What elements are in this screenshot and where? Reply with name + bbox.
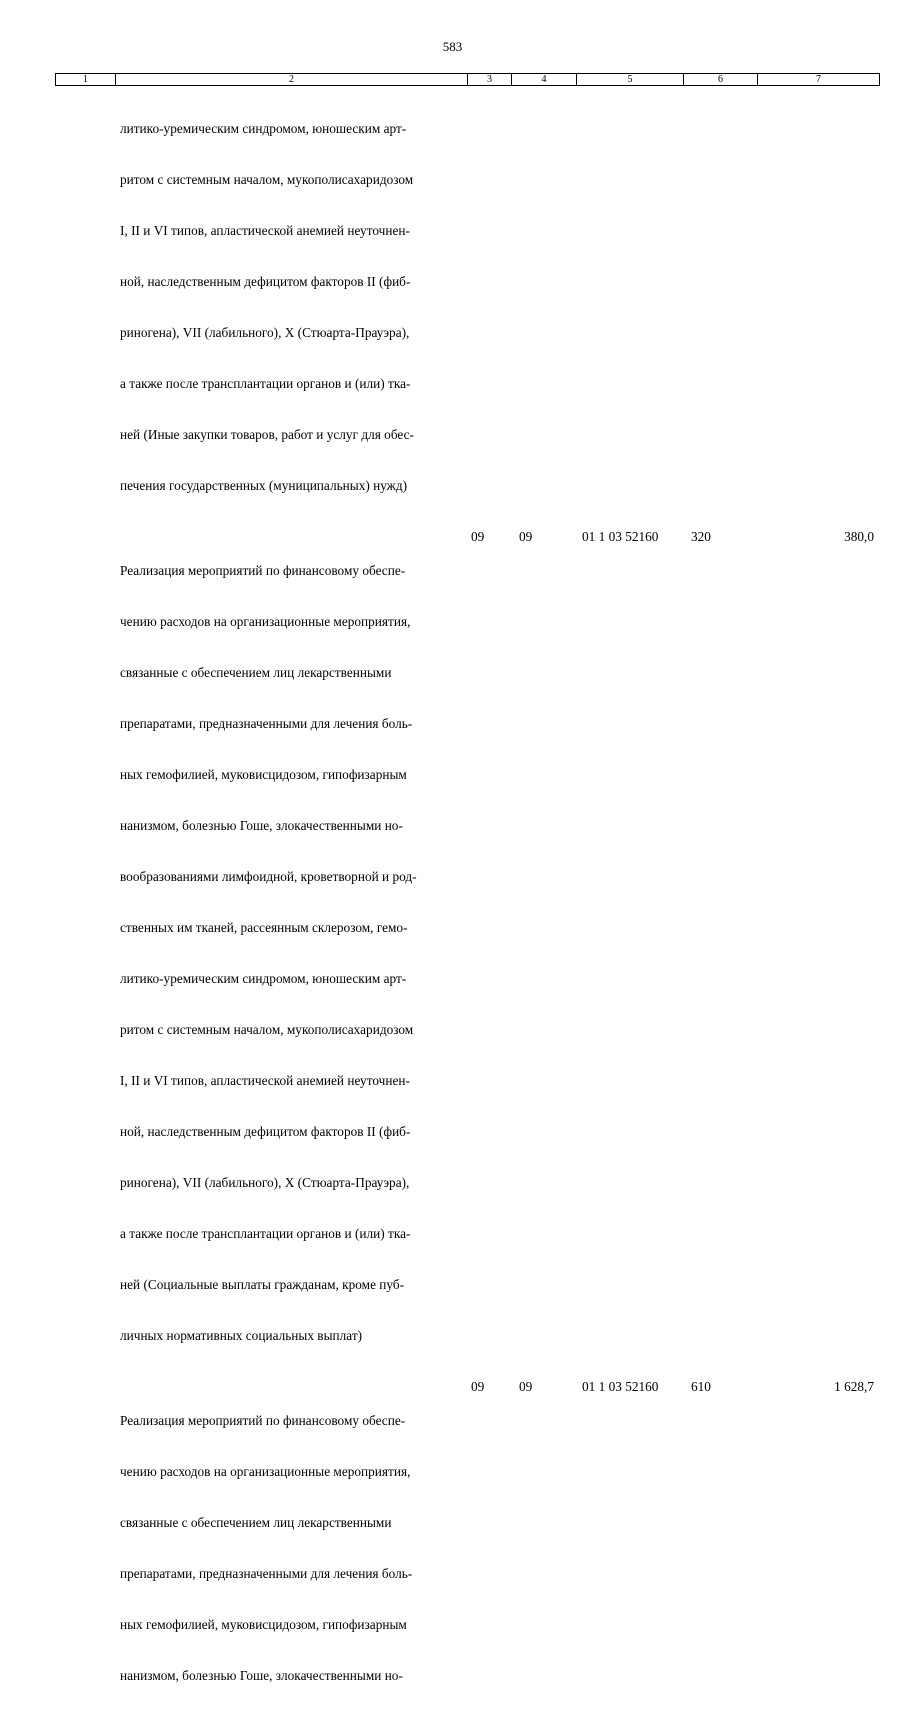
header-col-7: 7 bbox=[758, 74, 880, 86]
description-line: а также после трансплантации органов и (или) тка- bbox=[120, 1226, 411, 1241]
description-line: чению расходов на организационные мероприятия, bbox=[120, 614, 411, 629]
header-col-1: 1 bbox=[56, 74, 116, 86]
section-code: 09 bbox=[471, 1379, 485, 1394]
description-line: ритом с системным началом, мукополисахаридозом bbox=[120, 1022, 414, 1037]
description-line: ственных им тканей, рассеянным склерозом, гемо- bbox=[120, 920, 408, 935]
header-col-4: 4 bbox=[512, 74, 577, 86]
description-line: чению расходов на организационные мероприятия, bbox=[120, 1464, 411, 1479]
description-line: вообразованиями лимфоидной, кроветворной и род- bbox=[120, 869, 417, 884]
table-body bbox=[0, 86, 905, 1718]
description-line: нанизмом, болезнью Гоше, злокачественными но- bbox=[120, 1668, 403, 1683]
description-line: литико-уремическим синдромом, юношеским арт- bbox=[120, 971, 407, 986]
description-line: препаратами, предназначенными для лечения боль- bbox=[120, 716, 413, 731]
target-article-code: 01 1 03 52160 bbox=[582, 529, 659, 544]
description-line: литико-уремическим синдромом, юношеским арт- bbox=[120, 121, 407, 136]
expense-type-code: 610 bbox=[691, 1379, 711, 1394]
row-description bbox=[120, 528, 460, 1378]
page-number: 583 bbox=[442, 39, 463, 54]
description-line: ных гемофилией, муковисцидозом, гипофизарным bbox=[120, 767, 407, 782]
row-description bbox=[120, 1378, 460, 1718]
description-line: ней (Иные закупки товаров, работ и услуг для обес- bbox=[120, 427, 414, 442]
column-number-header bbox=[55, 73, 880, 86]
description-line: Реализация мероприятий по финансовому обеспе- bbox=[120, 1413, 406, 1428]
table-row bbox=[0, 528, 905, 1378]
description-line: связанные с обеспечением лиц лекарственными bbox=[120, 1515, 392, 1530]
row-description bbox=[120, 86, 460, 528]
table-row bbox=[0, 1378, 905, 1718]
expense-type-code: 320 bbox=[691, 529, 711, 544]
description-line: ней (Социальные выплаты гражданам, кроме пуб- bbox=[120, 1277, 405, 1292]
description-line: I, II и VI типов, апластической анемией неуточнен- bbox=[120, 1073, 410, 1088]
description-line: ритом с системным началом, мукополисахаридозом bbox=[120, 172, 414, 187]
subsection-code: 09 bbox=[519, 1379, 533, 1394]
description-line: Реализация мероприятий по финансовому обеспе- bbox=[120, 563, 406, 578]
description-line: личных нормативных социальных выплат) bbox=[120, 1328, 363, 1343]
target-article-code: 01 1 03 52160 bbox=[582, 1379, 659, 1394]
description-line: ной, наследственным дефицитом факторов II (фиб- bbox=[120, 274, 411, 289]
header-col-3: 3 bbox=[468, 74, 512, 86]
description-line: I, II и VI типов, апластической анемией неуточнен- bbox=[120, 223, 410, 238]
description-line: связанные с обеспечением лиц лекарственными bbox=[120, 665, 392, 680]
description-line: а также после трансплантации органов и (или) тка- bbox=[120, 376, 411, 391]
description-line: нанизмом, болезнью Гоше, злокачественными но- bbox=[120, 818, 403, 833]
amount-value: 1 628,7 bbox=[834, 1379, 874, 1394]
header-col-5: 5 bbox=[577, 74, 684, 86]
section-code: 09 bbox=[471, 529, 485, 544]
description-line: риногена), VII (лабильного), X (Стюарта-Прауэра), bbox=[120, 1175, 410, 1190]
description-line: ной, наследственным дефицитом факторов II (фиб- bbox=[120, 1124, 411, 1139]
header-col-2: 2 bbox=[116, 74, 468, 86]
description-line: печения государственных (муниципальных) нужд) bbox=[120, 478, 408, 493]
header-col-6: 6 bbox=[684, 74, 758, 86]
description-line: риногена), VII (лабильного), X (Стюарта-Прауэра), bbox=[120, 325, 410, 340]
table-row bbox=[0, 86, 905, 528]
description-line: ных гемофилией, муковисцидозом, гипофизарным bbox=[120, 1617, 407, 1632]
subsection-code: 09 bbox=[519, 529, 533, 544]
description-line: препаратами, предназначенными для лечения боль- bbox=[120, 1566, 413, 1581]
amount-value: 380,0 bbox=[844, 529, 874, 544]
